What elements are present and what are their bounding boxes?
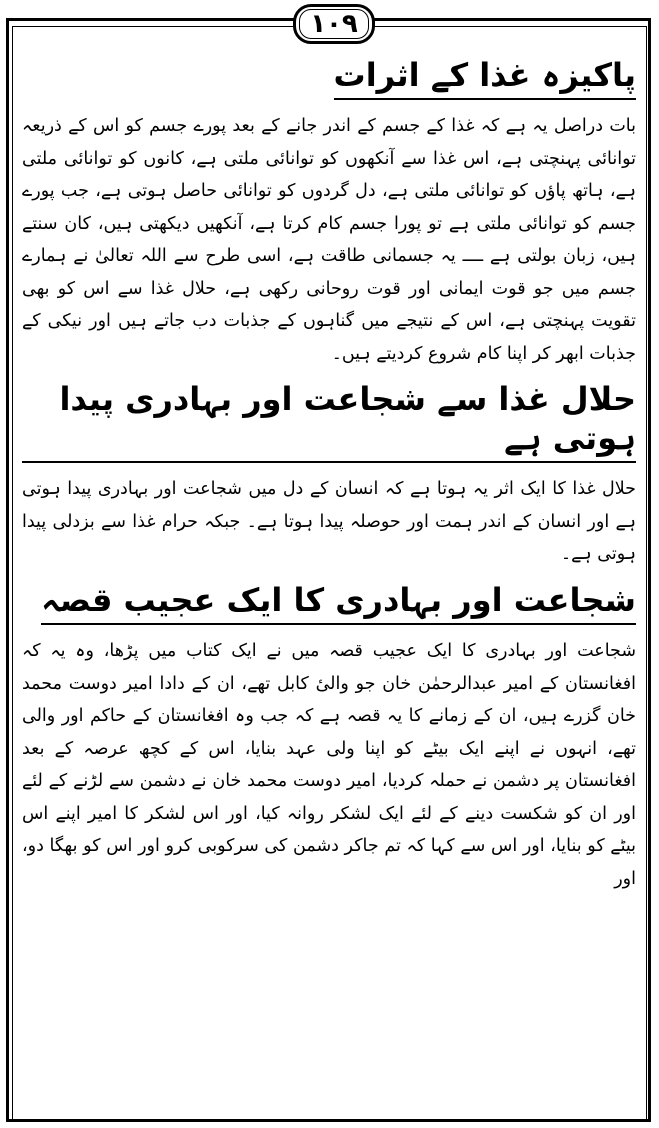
section-heading-row <box>22 56 636 100</box>
section-heading: حلال غذا سے شجاعت اور بہادری پیدا ہوتی ہے <box>22 380 636 463</box>
section-paragraph: شجاعت اور بہادری کا ایک عجیب قصہ میں نے ایک کتاب میں پڑھا، وہ یہ کہ افغانستان کے امیر عبدالرحمٰن خان جو والیٔ کابل تھے، ان کے دادا امیر دوست محمد خان گزرے ہیں، ان کے زمانے کا یہ قصہ ہے کہ جب وہ افغانستان کے حاکم اور والی تھے، انہوں نے اپنے ایک بیٹے کو اپنا ولی عہد بنایا، اس کے کچھ عرصہ کے بعد افغانستان پر دشمن نے حملہ کردیا، امیر دوست محمد خان نے دشمن سے لڑنے کے لئے اور ان کو شکست دینے کے لئے ایک لشکر روانہ کیا، اور اس لشکر کا امیر اپنے اس بیٹے کو بنایا، اور اس سے کہا کہ تم جاکر دشمن کی سرکوبی کرو اور اس کو بھگا دو، اور <box>22 641 636 889</box>
section-paragraph: بات دراصل یہ ہے کہ غذا کے جسم کے اندر جانے کے بعد پورے جسم کو اس کے ذریعہ توانائی پہنچتی ہے، اس غذا سے آنکھوں کو توانائی ملتی ہے، کانوں کو توانائی ملتی ہے، ہاتھ پاؤں کو توانائی ملتی ہے، دل گردوں کو توانائی حاصل ہوتی ہے، جب پورے جسم کو توانائی ملتی ہے تو پورا جسم کام کرتا ہے، آنکھیں دیکھتی ہیں، کان سنتے ہیں، زبان بولتی ہے ــــ یہ جسمانی طاقت ہے، اسی طرح سے اللہ تعالیٰ نے ہمارے جسم میں جو قوت ایمانی اور قوت روحانی رکھی ہے، حلال غذا سے اس کو بھی تقویت پہنچتی ہے، اس کے نتیجے میں گناہوں کے جذبات دب جاتے ہیں اور نیکی کے جذبات ابھر کر اپنا کام شروع کردیتے ہیں۔ <box>22 116 636 364</box>
section-heading: پاکیزہ غذا کے اثرات <box>334 56 636 100</box>
page-number-box <box>293 4 375 44</box>
section-paragraph: حلال غذا کا ایک اثر یہ ہوتا ہے کہ انسان کے دل میں شجاعت اور بہادری پیدا ہوتی ہے اور انسان کے اندر ہمت اور حوصلہ پیدا ہوتا ہے۔ جبکہ حرام غذا سے بزدلی پیدا ہوتی ہے۔ <box>22 479 636 565</box>
section-heading-row <box>22 380 636 463</box>
page-number: ١٠٩ <box>299 9 369 39</box>
section-heading-row <box>22 581 636 625</box>
page-content <box>22 56 636 895</box>
section-heading: شجاعت اور بہادری کا ایک عجیب قصہ <box>41 581 636 625</box>
